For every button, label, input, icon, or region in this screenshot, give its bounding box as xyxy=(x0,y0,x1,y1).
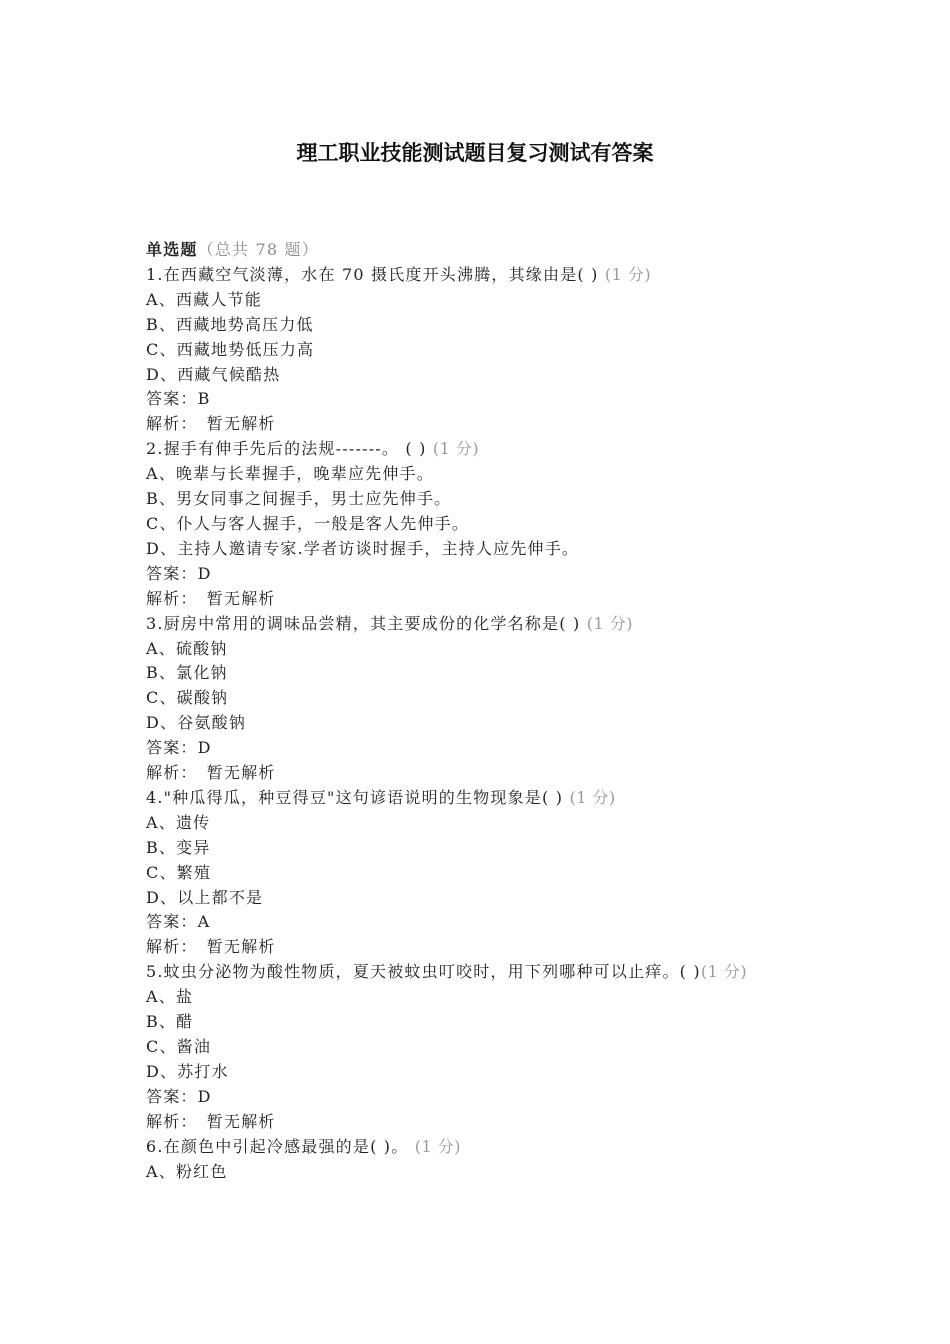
option-b: B、氯化钠 xyxy=(146,663,228,683)
question-stem xyxy=(146,437,794,462)
option-c: C、西藏地势低压力高 xyxy=(146,339,315,359)
question-score: (1 分) xyxy=(604,264,652,284)
option-b: B、男女同事之间握手，男士应先伸手。 xyxy=(146,489,452,509)
section-count: （总共 78 题） xyxy=(197,240,319,259)
option-a: A、硫酸钠 xyxy=(146,638,228,658)
question-5 xyxy=(146,960,794,1134)
option-a: A、盐 xyxy=(146,987,194,1007)
question-1 xyxy=(146,263,794,437)
question-score: (1 分) xyxy=(586,613,633,633)
question-text: 1.在西藏空气淡薄，水在 70 摄氏度开头沸腾，其缘由是( ) xyxy=(146,264,599,284)
option-b: B、变异 xyxy=(146,837,211,857)
question-2 xyxy=(146,437,794,611)
section-name: 单选题 xyxy=(146,240,198,259)
option-a: A、西藏人节能 xyxy=(146,289,262,309)
question-stem xyxy=(146,786,794,811)
option-d: D、西藏气候酷热 xyxy=(146,364,281,384)
question-stem xyxy=(146,263,794,288)
answer: 答案：D xyxy=(146,738,212,758)
option-c: C、仆人与客人握手，一般是客人先伸手。 xyxy=(146,513,470,533)
question-stem xyxy=(146,960,794,985)
answer: 答案：B xyxy=(146,389,211,409)
option-b: B、醋 xyxy=(146,1012,194,1032)
analysis: 解析： 暂无解析 xyxy=(146,414,276,434)
question-6 xyxy=(146,1135,794,1185)
answer: 答案：D xyxy=(146,563,212,583)
analysis: 解析： 暂无解析 xyxy=(146,937,276,957)
answer: 答案：A xyxy=(146,912,211,932)
question-text: 2.握手有伸手先后的法规-------。 ( ) xyxy=(146,439,427,459)
analysis: 解析： 暂无解析 xyxy=(146,763,276,783)
option-b: B、西藏地势高压力低 xyxy=(146,314,314,334)
analysis: 解析： 暂无解析 xyxy=(146,588,276,608)
question-3 xyxy=(146,612,794,786)
question-stem xyxy=(146,1135,794,1160)
option-a: A、遗传 xyxy=(146,812,211,832)
question-text: 3.厨房中常用的调味品尝精，其主要成份的化学名称是( ) xyxy=(146,613,581,633)
analysis: 解析： 暂无解析 xyxy=(146,1111,276,1131)
answer: 答案：D xyxy=(146,1086,212,1106)
question-text: 4."种瓜得瓜，种豆得豆"这句谚语说明的生物现象是( ) xyxy=(146,787,564,807)
option-d: D、主持人邀请专家.学者访谈时握手，主持人应先伸手。 xyxy=(146,538,580,558)
option-a: A、晚辈与长辈握手，晚辈应先伸手。 xyxy=(146,464,434,484)
question-stem xyxy=(146,612,794,637)
option-c: C、酱油 xyxy=(146,1037,212,1056)
question-score: (1 分) xyxy=(700,962,748,982)
question-text: 5.蚊虫分泌物为酸性物质，夏天被蚊虫叮咬时，用下列哪种可以止痒。( ) xyxy=(146,962,701,982)
question-score: (1 分) xyxy=(432,439,480,459)
document-title: 理工职业技能测试题目复习测试有答案 xyxy=(296,141,654,165)
option-c: C、繁殖 xyxy=(146,862,212,882)
option-d: D、以上都不是 xyxy=(146,887,264,907)
option-d: D、谷氨酸钠 xyxy=(146,713,247,733)
option-d: D、苏打水 xyxy=(146,1061,229,1081)
section-heading xyxy=(146,238,794,263)
question-4 xyxy=(146,786,794,960)
document-body xyxy=(146,238,794,1184)
option-c: C、碳酸钠 xyxy=(146,688,229,708)
question-text: 6.在颜色中引起冷感最强的是( )。 xyxy=(146,1136,409,1156)
option-a: A、粉红色 xyxy=(146,1161,228,1181)
question-score: (1 分) xyxy=(569,787,616,807)
question-score: (1 分) xyxy=(414,1136,461,1156)
